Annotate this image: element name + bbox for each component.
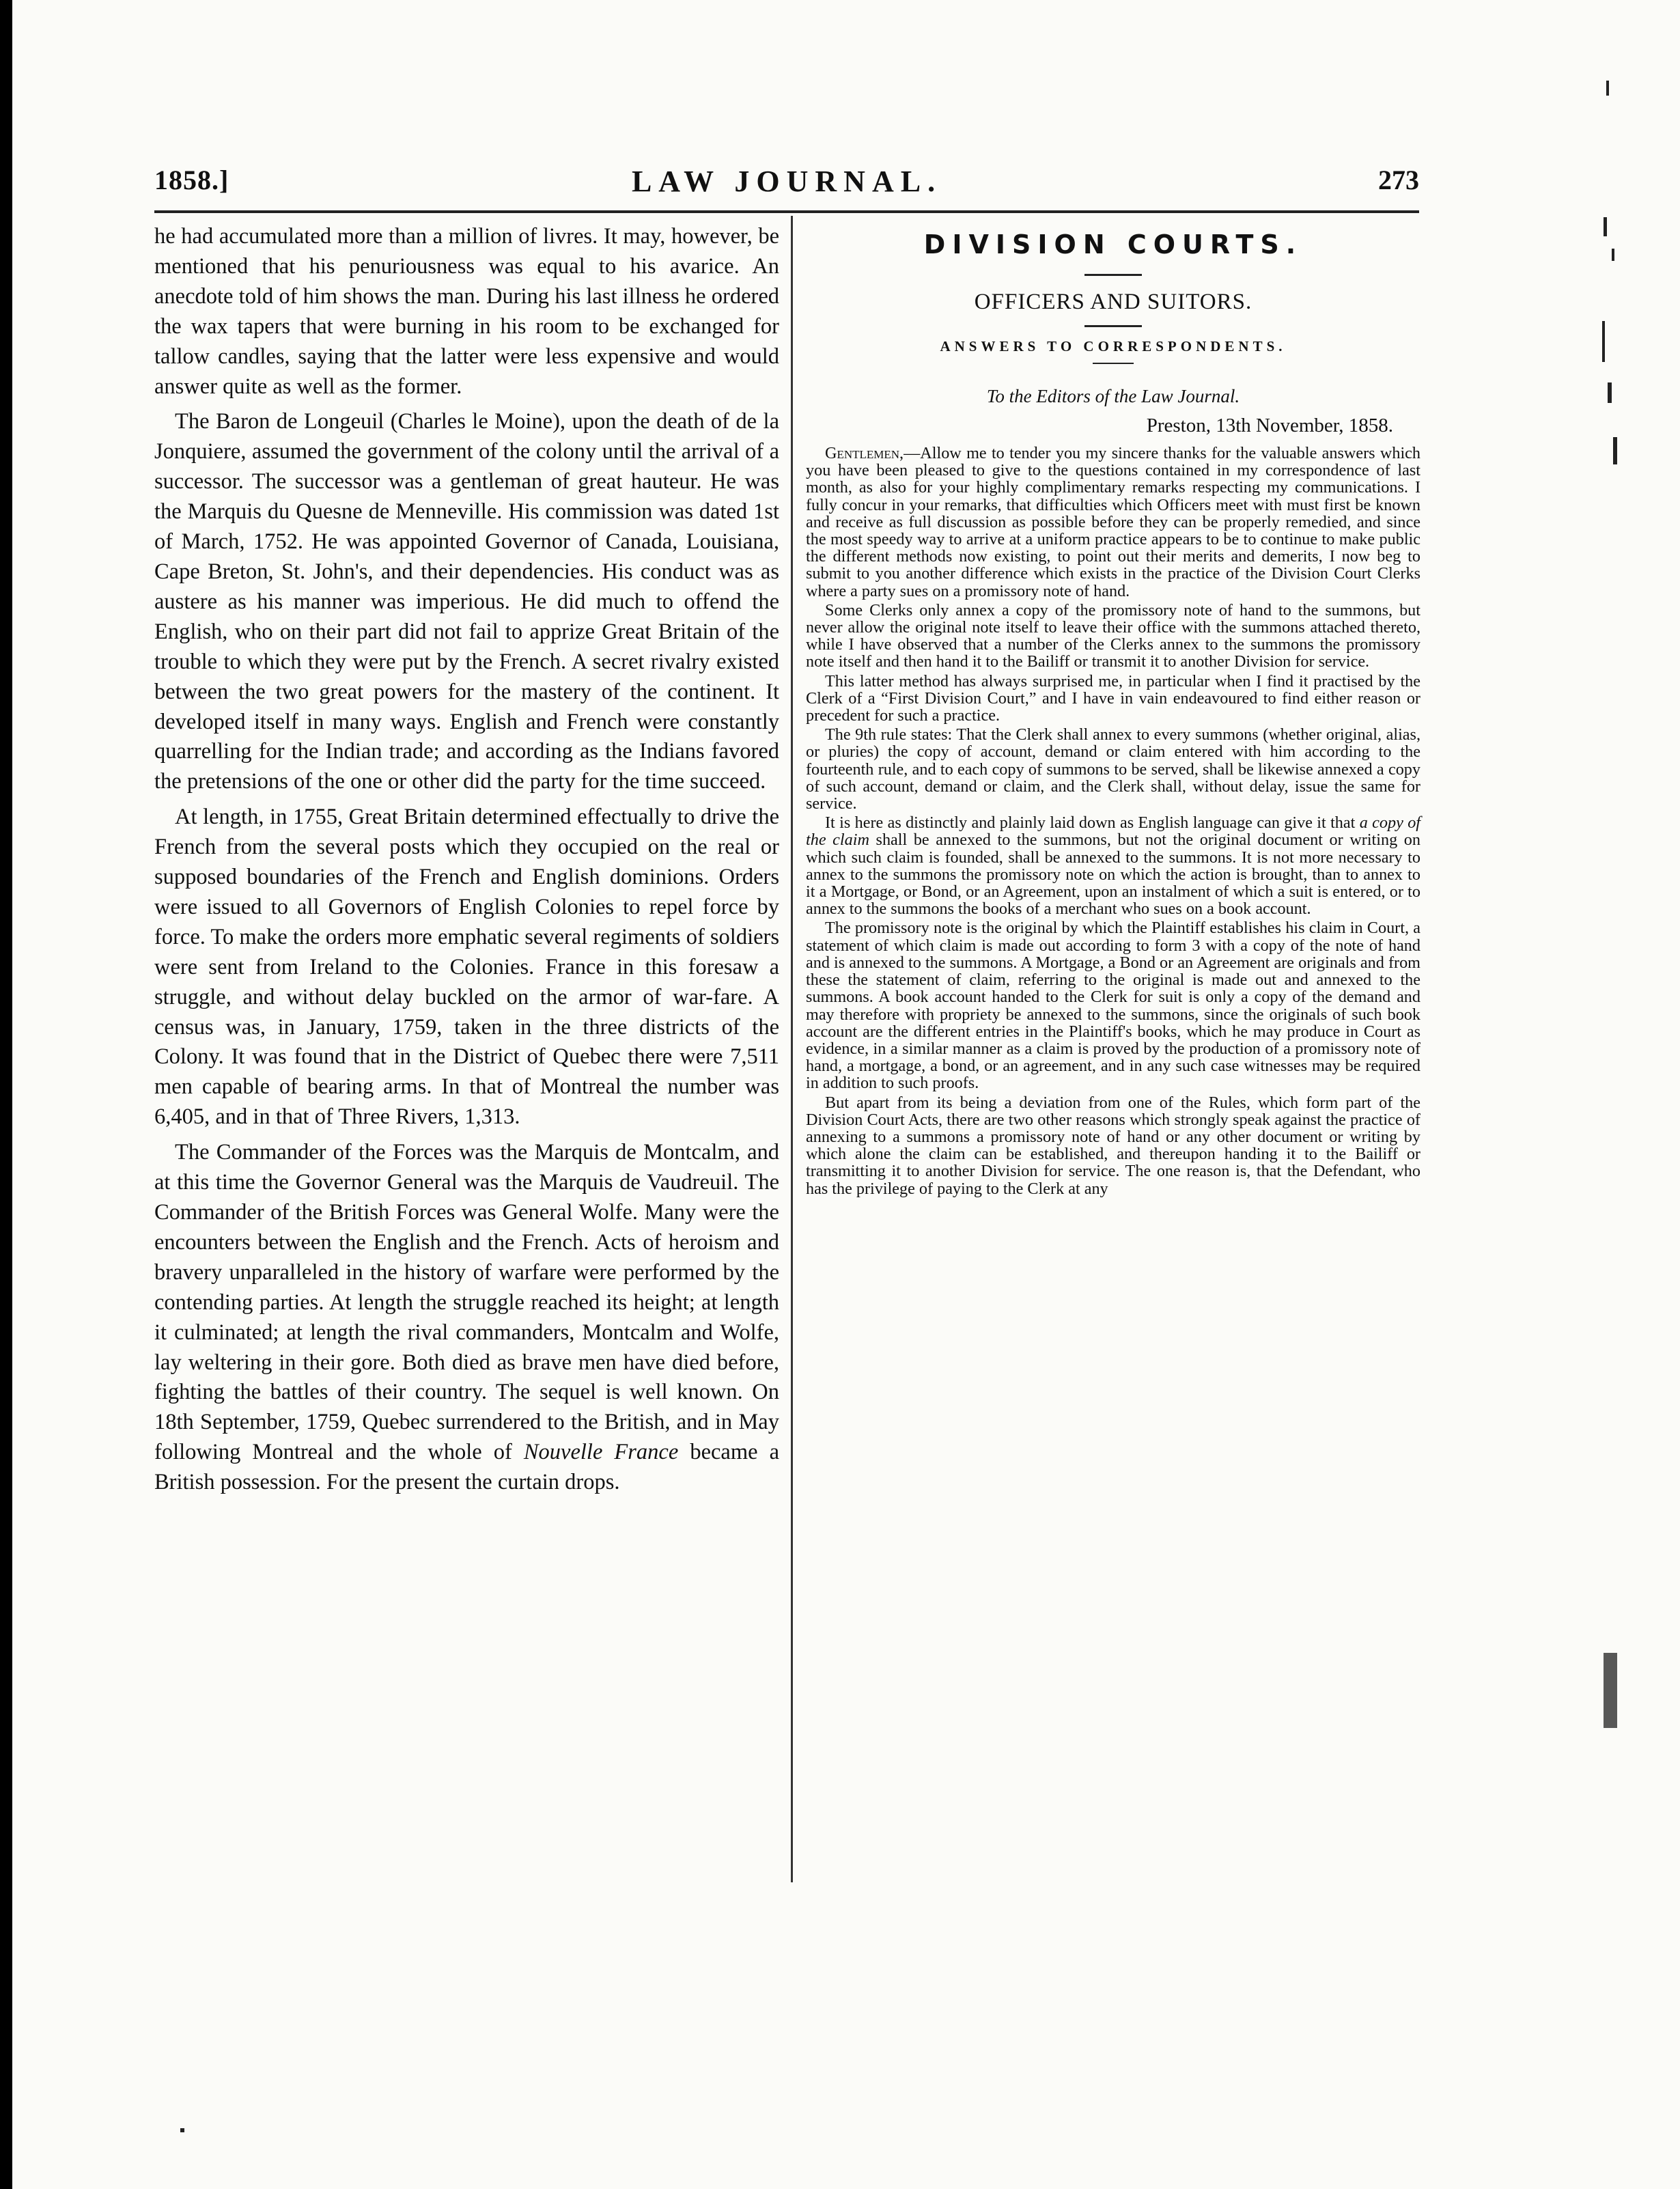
subsubtitle-rule: [1093, 363, 1134, 364]
column-divider: [791, 216, 793, 1882]
section-subtitle: OFFICERS AND SUITORS.: [974, 290, 1252, 314]
running-head-year: 1858.]: [154, 165, 229, 195]
scan-artifact: [1604, 1653, 1617, 1728]
paragraph-text: shall be annexed to the summons, but not the original document or writing on which such claim is founded, shall be annexed to the summons. It is not more necessary to annex to the summons the promissory note on which the action is brought, than to annex to it a Mortgage, or Bond, or an Agreement, upon an instalment of which a suit is entered, or to annex to the summons the books of a merchant who sues on a book account.: [806, 831, 1420, 919]
scan-artifact: [1606, 81, 1609, 96]
subtitle-rule: [1084, 325, 1142, 327]
paragraph: This latter method has always surprised me, in particular when I find it practised by the Clerk of a “First Division Court,” and I have in vain endeavoured to find either reason or precedent for such a practice.: [806, 671, 1420, 725]
section-title: DIVISION COURTS.: [923, 229, 1303, 260]
scan-artifact: [1612, 249, 1614, 261]
left-column: [154, 222, 779, 1503]
paragraph: Some Clerks only annex a copy of the promissory note of hand to the summons, but never allow the original note itself to leave their office with the summons attached thereto, while I have observed that a number of the Clerks annex to the summons the promissory note itself and then hand it to the Bailiff or transmit it to another Division for service.: [806, 600, 1420, 671]
paragraph-text: The Commander of the Forces was the Marquis de Montcalm, and at this time the Governor General was the Marquis de Vaudreuil. The Commander of the British Forces was General Wolfe. Many were the encounters between the English and the French. Acts of heroism and bravery unparalleled in the history of warfare were performed by the contending parties. At length the struggle reached its height; at length it culminated; at length the rival commanders, Montcalm and Wolfe, lay weltering in their gore. Both died as brave men have died before, fighting the battles of their country. The sequel is well known. On 18th September, 1759, Quebec surrendered to the British, and in May following Montreal and the whole of: [154, 1140, 779, 1465]
letter-dateline: Preston, 13th November, 1858.: [1146, 415, 1393, 436]
paragraph-text: —Allow me to tender you my sincere thanks for the valuable answers which you have been pleased to give to the questions contained in my correspondence of last month, as also for your highly complimentary remarks respecting my communications. I fully concur in your remarks, that difficulties which Officers meet with must first be known and receive as full discussion as possible before they can be properly remedied, and since the most speedy way to arrive at a uniform practice appears to be to continue to make public the different methods now existing, to point out their merits and demerits, I now beg to submit to you another difference which exists in the practice of the Division Court Clerks where a party sues on a promissory note of hand.: [806, 444, 1420, 600]
letter-address: To the Editors of the Law Journal.: [986, 386, 1240, 406]
paragraph: [806, 814, 1420, 917]
paragraph: [806, 445, 1420, 600]
section-subsubtitle: ANSWERS TO CORRESPONDENTS.: [940, 338, 1287, 354]
scan-artifact: [180, 2128, 184, 2132]
scan-artifact: [1608, 382, 1612, 403]
paragraph: But apart from its being a deviation from one of the Rules, which form part of the Division Court Acts, there are two other reasons which strongly speak against the practice of annexing to a summons a promissory note of hand or any other document or writing by which alone the claim can be established, and thereupon handing it to the Bailiff or transmitting it to another Division for service. The one reason is, that the Defendant, who has the privilege of paying to the Clerk at any: [806, 1093, 1420, 1198]
paragraph-text: It is here as distinctly and plainly laid down as English language can give it that: [825, 813, 1356, 833]
paragraph: [154, 1138, 779, 1498]
paragraph: At length, in 1755, Great Britain determined effectually to drive the French from the several posts which they occupied on the real or supposed boundaries of the French and English dominions. Orders were issued to all Governors of English Colonies to repel force by force. To make the orders more emphatic several regiments of soldiers were sent from Ireland to the Colonies. France in this foresaw a struggle, and without delay buckled on the armor of war-fare. A census was, in January, 1759, taken in the three districts of the Colony. It was found that in the District of Quebec there were 7,511 men capable of bearing arms. In that of Montreal the number was 6,405, and in that of Three Rivers, 1,313.: [154, 805, 779, 1130]
italic-phrase: Nouvelle France: [523, 1440, 679, 1465]
paragraph: The promissory note is the original by which the Plaintiff establishes his claim in Court, a statement of which claim is made out according to form 3 with a copy of the note of hand and is annexed to the summons. A Mortgage, a Bond or an Agreement are originals and from these the statement of claim, referring to the original is made out and annexed to the summons. A book account handed to the Clerk for suit is only a copy of the demand and may therefore with propriety be annexed to the summons, since the originals of such book account are the different entries in the Plaintiff's books, which he may produce in Court as evidence, in a similar manner as a claim is proved by the production of a promissory note of hand, a mortgage, a bond, or an agreement, and in any such case witnesses may be required in addition to such proofs.: [806, 919, 1420, 1093]
page-number: 273: [1378, 165, 1419, 195]
salutation: Gentlemen,: [825, 444, 904, 462]
right-column: [806, 222, 1420, 1199]
paragraph: he had accumulated more than a million of livres. It may, however, be mentioned that his penuriousness was equal to his avarice. An anecdote told of him shows the man. During his last illness he ordered the wax tapers that were burning in his room to be exchanged for tallow candles, saying that the latter were less expensive and would answer quite as well as the former.: [154, 224, 779, 399]
title-rule: [1084, 274, 1142, 276]
running-head: [154, 164, 1419, 205]
scan-artifact: [1602, 321, 1605, 362]
italic-phrase: a copy of the claim: [806, 813, 1421, 850]
paragraph: The 9th rule states: That the Clerk shall annex to every summons (whether original, alias, or pluries) the copy of account, demand or claim entered with him according to the fourteenth rule, and to each copy of summons to be served, shall be likewise annexed a copy of such account, demand or claim, and the Clerk shall, without delay, issue the same for service.: [806, 725, 1420, 813]
header-rule: [154, 210, 1419, 213]
paragraph: The Baron de Longeuil (Charles le Moine), upon the death of de la Jonquiere, assumed the government of the colony until the arrival of a successor. The successor was a gentleman of great hauteur. He was the Marquis du Quesne de Menneville. His commission was dated 1st of March, 1752. He was appointed Governor of Canada, Louisiana, Cape Breton, St. John's, and their dependencies. His conduct was as austere as his manner was imperious. He did much to offend the English, who on their part did not fail to apprize Great Britain of the trouble to which they were put by the French. A secret rivalry existed between the two great powers for the mastery of the continent. It developed itself in many ways. English and French were constantly quarrelling for the Indian trade; and according as the Indians favored the pretensions of the one or other did the party for the time succeed.: [154, 409, 779, 794]
paragraph-text: became a British possession. For the present the curtain drops.: [154, 1440, 780, 1495]
journal-title: LAW JOURNAL.: [631, 165, 942, 198]
scan-artifact: [1604, 217, 1607, 236]
scan-border: [0, 0, 12, 2189]
scan-artifact: [1613, 437, 1617, 464]
